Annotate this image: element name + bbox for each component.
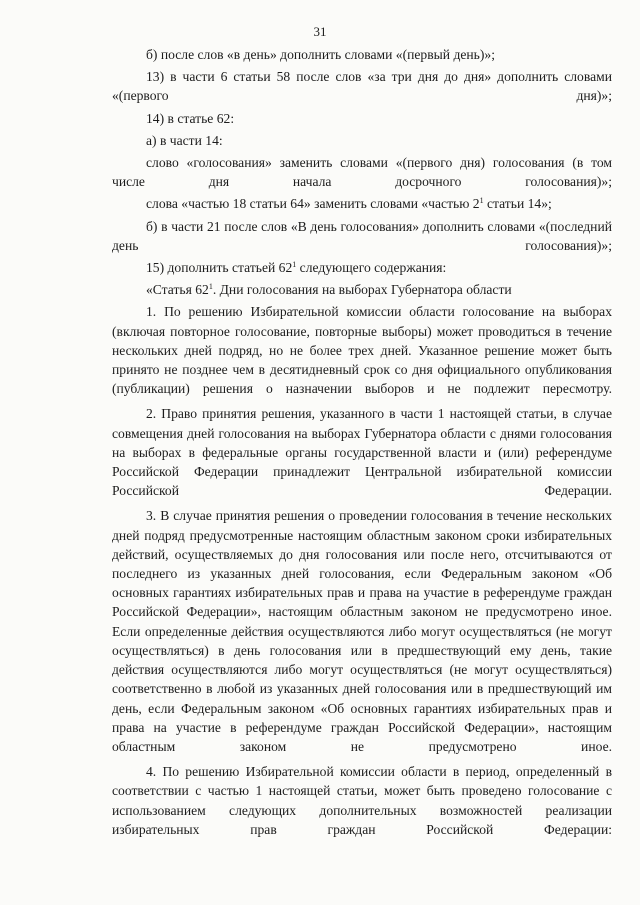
- paragraph: 14) в статье 62:: [146, 110, 235, 126]
- superscript: 1: [208, 282, 213, 292]
- paragraph: 4. По решению Избирательной комиссии области в период, определенный в соответствии с частью 1 настоящей статьи, может быть проведено голосование с использованием следующих дополнительных возможностей реализации избирательных прав граждан Российской Федерации:: [112, 764, 612, 837]
- paragraph: 2. Право принятия решения, указанного в части 1 настоящей статьи, в случае совмещения дней голосования на выборах Губернатора области с днями голосования на выборах в федеральные органы государственной власти и (или) референдуме Российской Федерации принадлежит Центральной избирательной комиссии Российской Федерации.: [112, 406, 612, 499]
- paragraph: слова «частью 18 статьи 64» заменить словами «частью $2^1$ статьи 14»;: [146, 196, 552, 212]
- paragraph: б) после слов «в день» дополнить словами «(первый день)»;: [146, 47, 495, 62]
- superscript: 1: [292, 260, 297, 270]
- paragraph: а) в части 14:: [146, 132, 223, 148]
- paragraph: б) в части 21 после слов «В день голосования» дополнить словами «(последний день голосования)»;: [112, 218, 612, 253]
- article-heading: «Статья $62^1$. Дни голосования на выборах Губернатора области: [146, 282, 512, 298]
- paragraph: слово «голосования» заменить словами «(первого дня) голосования (в том числе дня начала досрочного голосования)»;: [112, 155, 612, 190]
- page-number: 31: [313, 24, 327, 39]
- document-body: [112, 45, 612, 842]
- paragraph: 15) дополнить статьей $62^1$ следующего содержания:: [146, 260, 447, 276]
- paragraph: 13) в части 6 статьи 58 после слов «за три дня до дня» дополнить словами «(первого дня)»;: [112, 69, 612, 104]
- superscript: 1: [479, 196, 484, 206]
- paragraph: 3. В случае принятия решения о проведении голосования в течение нескольких дней подряд предусмотренные настоящим областным законом сроки избирательных действий, осуществляемых до дня голосования или после него, отсчитываются от последнего из указанных дней голосования, если Федеральным законом «Об основных гарантиях избирательных прав и права на участие в референдуме граждан Российской Федерации», настоящим областным законом не предусмотрено иное. Если определенные действия осуществляются либо могут осуществляться (не могут осуществляться) в день голосования или в предшествующий ему день, такие действия осуществляются либо могут осуществляться (не могут осуществляться) соответственно в любой из указанных дней голосования или в предшествующий им день, если Федеральным законом «Об основных гарантиях избирательных прав и права на участие в референдуме граждан Российской Федерации», настоящим областным законом не предусмотрено иное.: [112, 508, 612, 754]
- paragraph: 1. По решению Избирательной комиссии области голосование на выборах (включая повторное голосование, повторные выборы) может проводиться в течение нескольких дней подряд, но не более трех дней. Указанное решение может быть принято не позднее чем в десятидневный срок со дня официального опубликования (публикации) решения о назначении выборов и не подлежит пересмотру.: [112, 304, 612, 397]
